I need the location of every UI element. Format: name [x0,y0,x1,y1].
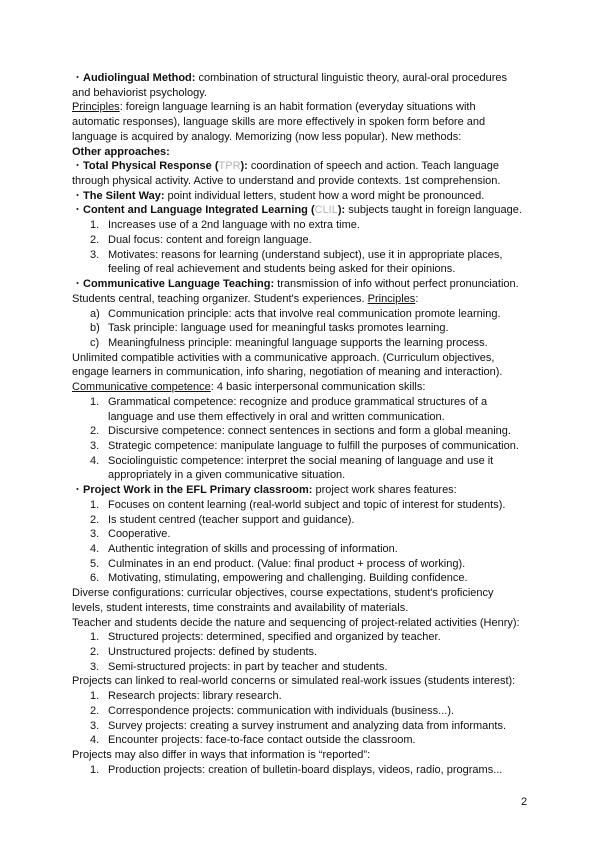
list-number: 3. [90,439,100,452]
text-line: and behaviorist psychology. [72,86,207,99]
list-number: a) [90,307,100,320]
list-text: Cooperative. [108,528,171,541]
list-text: Focuses on content learning (real-world subject and topic of interest for students). [108,498,506,511]
silent-way-section [72,189,542,204]
text-line: language is acquired by analogy. Memorizing (now less popular). New methods: [72,130,462,143]
list-item [72,645,542,660]
list-text: Discursive competence: connect sentences in sections and form a global meaning. [108,425,511,438]
tpr-section [72,159,542,174]
page-number: 2 [521,796,528,808]
text-line: Projects may also differ in ways that information is “reported”: [72,749,371,762]
list-item [72,336,542,351]
section-title: The Silent Way: [83,189,165,202]
features-list [72,498,542,586]
punct: : [415,292,419,305]
list-number: 1. [90,690,100,703]
clt-section [72,277,542,292]
list-text: Correspondence projects: communication with individuals (business...). [108,704,455,717]
section-title: Audiolingual Method: [83,72,196,84]
list-item [72,439,542,454]
list-number: 3. [90,660,100,673]
bullet: ・ [72,484,83,497]
linked-projects-list [72,689,542,748]
list-item [72,763,542,778]
list-item [72,395,542,410]
list-number: 2. [90,233,100,246]
list-number: 5. [90,557,100,570]
section-title: Total Physical Response ( [83,160,219,173]
list-text: Strategic competence: manipulate language to fulfill the purposes of communication. [108,439,519,452]
competence-label: Communicative competence [72,381,211,394]
text-line: engage learners in communication, info sharing, negotiation of meaning and interaction). [72,366,503,379]
list-number: 1. [90,219,100,232]
list-item [72,660,542,675]
principles-label: Principles [367,292,416,305]
bullet: ・ [72,189,83,202]
abbreviation: CLIL [314,204,338,217]
list-text: Sociolinguistic competence: interpret the social meaning of language and use it [108,454,494,467]
audiolingual-section [72,71,542,86]
list-item [72,704,542,719]
list-number: 3. [90,248,100,261]
list-item [72,454,542,469]
principles-label: Principles [72,101,120,114]
list-item [72,513,542,528]
list-text: Dual focus: content and foreign language. [108,233,312,246]
list-number: 3. [90,528,100,541]
bullet: ・ [72,204,83,217]
principles-paragraph [72,100,542,115]
punct: ): [337,204,346,217]
document-page [72,71,542,778]
list-text: Is student centred (teacher support and guidance). [108,513,355,526]
list-item [72,307,542,322]
project-types-list [72,630,542,674]
list-item [72,542,542,557]
list-text: Authentic integration of skills and processing of information. [108,543,398,555]
list-number: 2. [90,425,100,438]
text: transmission of info without perfect pronunciation. [274,278,519,291]
list-number: 6. [90,572,100,585]
text-line [72,292,542,307]
list-text: Unstructured projects: defined by students. [108,646,318,659]
list-text-continued: appropriately in a given communicative situation. [108,469,346,482]
list-number: 2. [90,704,100,717]
section-title: Project Work in the EFL Primary classroom: [83,484,313,497]
list-number: 4. [90,543,100,555]
list-text: Increases use of a 2nd language with no extra time. [108,219,360,232]
other-approaches-heading: Other approaches: [72,145,170,158]
project-work-section [72,483,542,498]
list-item [72,719,542,734]
list-item [72,498,542,513]
list-text: Meaningfulness principle: meaningful language supports the learning process. [108,336,488,349]
section-title: Communicative Language Teaching: [83,278,275,291]
list-text-continued: feeling of real achievement and students being asked for their opinions. [108,263,456,276]
list-item [72,733,542,748]
list-text: Structured projects: determined, specified and organized by teacher. [108,631,441,644]
list-item [72,233,542,248]
list-text-continued: language and use them effectively in oral and written communication. [108,410,445,423]
list-text: Motivates: reasons for learning (understand subject), use it in appropriate places, [108,248,503,261]
text: coordination of speech and action. Teach language [247,160,499,173]
clt-principles-list [72,307,542,351]
text: subjects taught in foreign language. [345,204,522,217]
text: : foreign language learning is an habit formation (everyday situations with [119,101,476,114]
list-item [72,571,542,586]
list-number: 1. [90,631,100,644]
text-line: Diverse configurations: curricular objectives, course expectations, student's proficiency [72,587,494,600]
competence-list [72,395,542,483]
text: point individual letters, student how a word might be pronounced. [164,189,485,202]
list-number: b) [90,322,100,335]
punct: ): [240,160,248,173]
bullet: ・ [72,278,83,291]
text-line: Teacher and students decide the nature and sequencing of project-related activities (Henry): [72,616,520,629]
text-line: Unlimited compatible activities with a communicative approach. (Curriculum objectives, [72,351,495,364]
bullet: ・ [72,160,83,173]
list-number: 3. [90,719,100,732]
list-text: Semi-structured projects: in part by teacher and students. [108,660,388,673]
abbreviation: TPR [218,160,241,173]
text-line: levels, student interests, time constraints and availability of materials. [72,601,409,614]
list-text: Survey projects: creating a survey instrument and analyzing data from informants. [108,719,507,732]
text-line: automatic responses), language skills are more effectively in spoken form before and [72,116,486,129]
list-text: Task principle: language used for meaningful tasks promotes learning. [108,322,449,335]
list-number: c) [90,336,100,349]
list-number: 4. [90,454,100,467]
text: : 4 basic interpersonal communication skills: [210,381,426,394]
list-item [72,557,542,572]
list-text: Research projects: library research. [108,690,282,703]
text: combination of structural linguistic theory, aural-oral procedures [195,72,508,84]
list-number: 2. [90,646,100,659]
list-number: 1. [90,498,100,511]
list-item [72,527,542,542]
bullet: ・ [72,72,83,84]
list-text: Encounter projects: face-to-face contact outside the classroom. [108,734,416,747]
list-item [72,248,542,263]
clil-section [72,203,542,218]
list-number: 1. [90,395,100,408]
text: project work shares features: [312,484,457,497]
list-text: Culminates in an end product. (Value: final product + process of working). [108,557,466,570]
list-text: Motivating, stimulating, empowering and challenging. Building confidence. [108,572,468,585]
list-text: Production projects: creation of bulletin-board displays, videos, radio, programs... [108,763,503,776]
list-number: 2. [90,513,100,526]
list-number: 1. [90,763,100,776]
list-item [72,424,542,439]
section-title: Content and Language Integrated Learning ( [83,204,315,217]
list-item [72,630,542,645]
list-item [72,218,542,233]
list-text: Grammatical competence: recognize and produce grammatical structures of a [108,395,488,408]
list-text: Communication principle: acts that involve real communication promote learning. [108,307,501,320]
list-item [72,689,542,704]
clil-list [72,218,542,277]
list-number: 4. [90,734,100,747]
reported-projects-list [72,763,542,778]
communicative-competence [72,380,542,395]
text-line: Projects can linked to real-world concerns or simulated real-work issues (students interest): [72,675,516,688]
text: Students central, teaching organizer. Student's experiences. [72,292,368,305]
text-line: through physical activity. Active to understand and provide contexts. 1st comprehension. [72,175,501,188]
list-item [72,321,542,336]
